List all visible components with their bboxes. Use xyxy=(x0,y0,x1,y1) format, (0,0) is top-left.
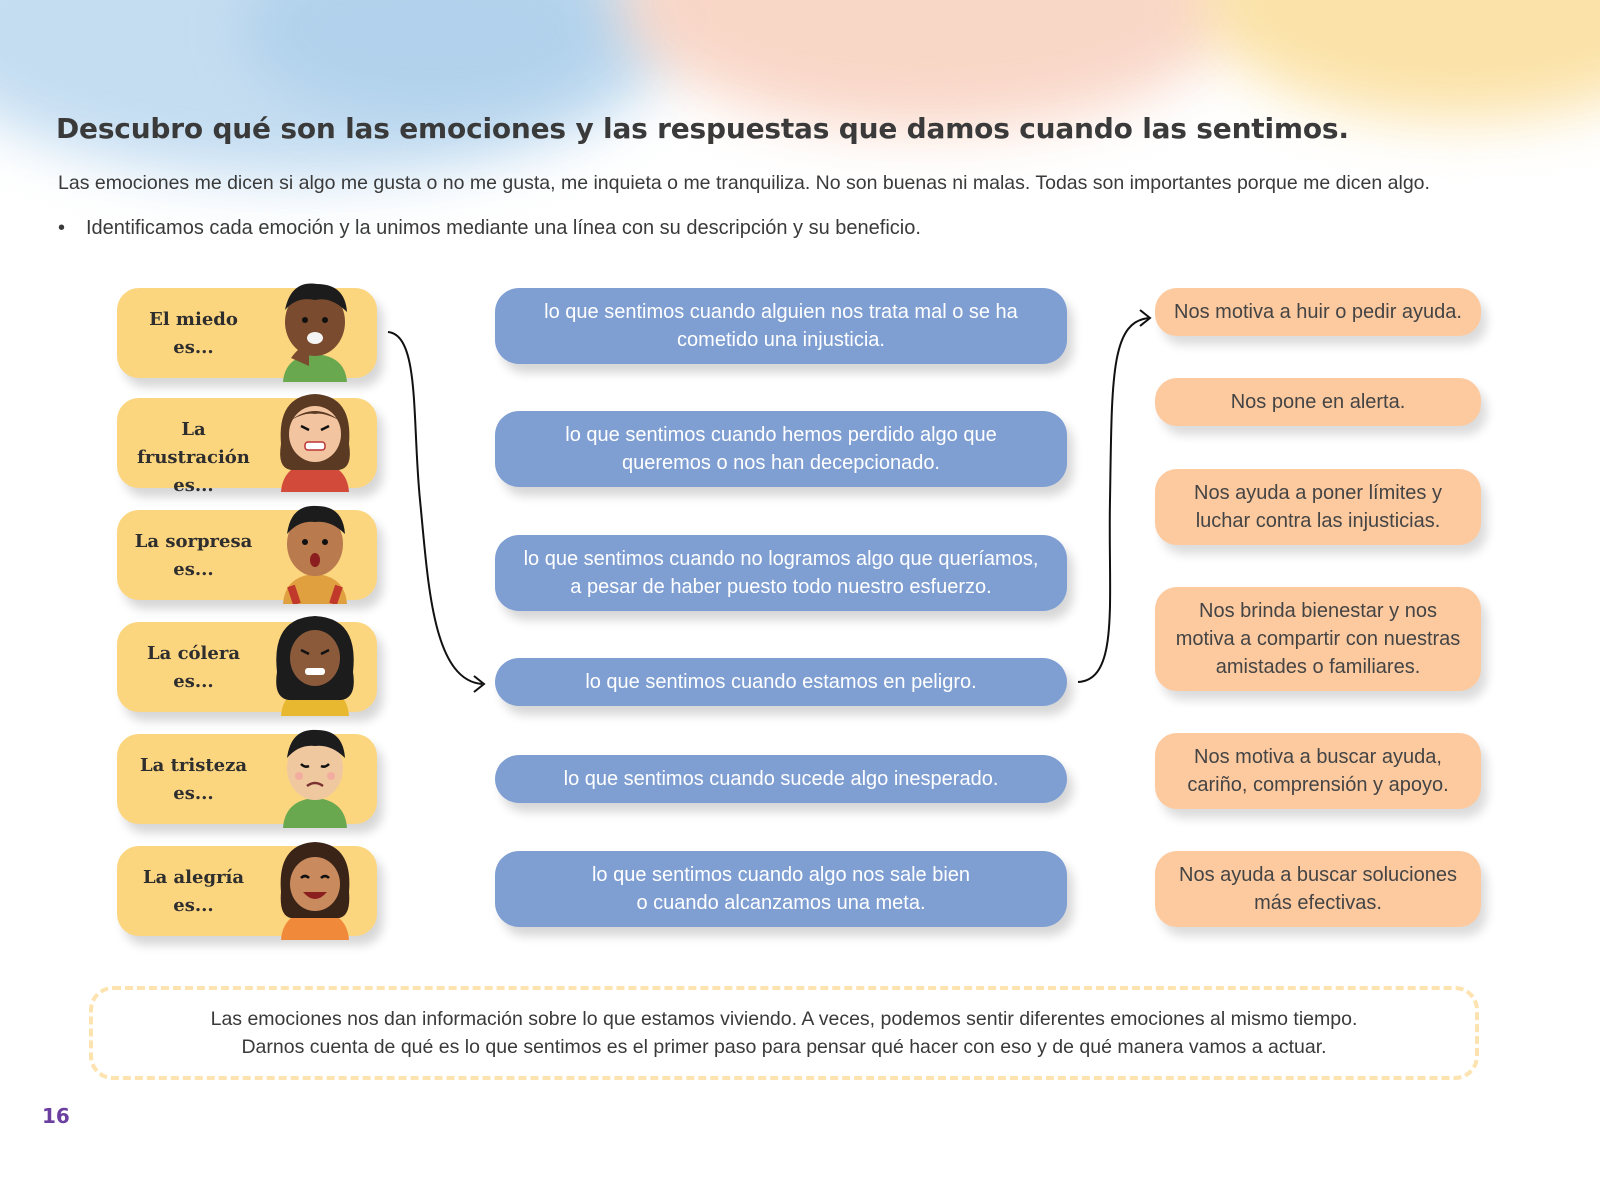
emotion-label: La tristeza es... xyxy=(139,755,247,804)
connector-arrowhead-right xyxy=(1140,310,1150,326)
girl-angry-face-icon xyxy=(261,608,369,716)
emotion-card-alegria[interactable] xyxy=(117,846,377,936)
girl-happy-face-icon xyxy=(261,832,369,940)
boy-scared-face-icon xyxy=(261,274,369,382)
emotion-label: La frustración es... xyxy=(137,419,250,496)
note-line: Darnos cuenta de qué es lo que sentimos es el primer paso para pensar qué hacer con eso y de qué manera vamos a actuar. xyxy=(241,1036,1327,1058)
watercolor-peach-wash xyxy=(620,0,1240,130)
benefit-line: cariño, comprensión y apoyo. xyxy=(1187,774,1449,796)
description-card-2[interactable] xyxy=(495,411,1067,487)
connector-peligro-to-huir xyxy=(1078,318,1150,682)
benefit-line: Nos ayuda a poner límites y xyxy=(1194,482,1442,504)
benefit-line: Nos motiva a buscar ayuda, xyxy=(1194,746,1442,768)
description-card-5[interactable] xyxy=(495,755,1067,803)
description-card-3[interactable] xyxy=(495,535,1067,611)
description-card-6[interactable] xyxy=(495,851,1067,927)
boy-surprised-face-icon xyxy=(261,496,369,604)
emotion-card-colera[interactable] xyxy=(117,622,377,712)
benefit-line: Nos motiva a huir o pedir ayuda. xyxy=(1174,301,1462,323)
emotion-label: La sorpresa es... xyxy=(134,531,253,580)
benefit-card-4[interactable] xyxy=(1155,587,1481,691)
description-card-4[interactable] xyxy=(495,658,1067,706)
bullet-dot: • xyxy=(58,217,66,239)
page-number: 16 xyxy=(42,1104,70,1128)
emotion-card-miedo[interactable] xyxy=(117,288,377,378)
benefit-line: más efectivas. xyxy=(1254,892,1382,914)
description-line: lo que sentimos cuando no logramos algo que queríamos, xyxy=(523,548,1039,570)
instruction-bullet xyxy=(58,217,921,240)
emotion-card-frustracion[interactable] xyxy=(117,398,377,496)
note-line: Las emociones nos dan información sobre lo que estamos viviendo. A veces, podemos sentir diferentes emociones al mismo tiempo. xyxy=(210,1008,1358,1030)
emotion-card-sorpresa[interactable] xyxy=(117,510,377,600)
benefit-line: luchar contra las injusticias. xyxy=(1195,510,1441,532)
benefit-line: amistades o familiares. xyxy=(1215,656,1421,678)
emotion-card-tristeza[interactable] xyxy=(117,734,377,824)
description-line: lo que sentimos cuando alguien nos trata mal o se ha xyxy=(544,301,1018,323)
description-line: lo que sentimos cuando estamos en peligro. xyxy=(585,671,977,693)
benefit-card-2[interactable] xyxy=(1155,378,1481,426)
benefit-card-5[interactable] xyxy=(1155,733,1481,809)
description-line: o cuando alcanzamos una meta. xyxy=(636,892,926,914)
benefit-card-3[interactable] xyxy=(1155,469,1481,545)
page-title: Descubro qué son las emociones y las respuestas que damos cuando las sentimos. xyxy=(56,112,1349,145)
description-line: a pesar de haber puesto todo nuestro esfuerzo. xyxy=(570,576,992,598)
boy-sad-face-icon xyxy=(261,720,369,828)
description-line: lo que sentimos cuando sucede algo inesperado. xyxy=(563,768,999,790)
description-line: lo que sentimos cuando hemos perdido algo que xyxy=(565,424,997,446)
description-line: lo que sentimos cuando algo nos sale bien xyxy=(591,864,971,886)
benefit-card-1[interactable] xyxy=(1155,288,1481,336)
emotion-label: La alegría es... xyxy=(142,867,245,916)
description-card-1[interactable] xyxy=(495,288,1067,364)
summary-note-box xyxy=(89,986,1479,1080)
connector-arrowhead-left xyxy=(474,676,484,692)
benefit-line: Nos brinda bienestar y nos xyxy=(1199,600,1437,622)
watercolor-yellow-wash xyxy=(1200,0,1600,120)
intro-text: Las emociones me dicen si algo me gusta o no me gusta, me inquieta o me tranquiliza. No son buenas ni malas. Todas son importantes porque me dicen algo. xyxy=(58,172,1430,194)
benefit-line: Nos pone en alerta. xyxy=(1230,391,1406,413)
description-line: queremos o nos han decepcionado. xyxy=(621,452,940,474)
benefit-card-6[interactable] xyxy=(1155,851,1481,927)
girl-frustrated-face-icon xyxy=(261,384,369,492)
connector-miedo-to-peligro xyxy=(388,332,482,684)
description-line: cometido una injusticia. xyxy=(677,329,885,351)
emotion-label: El miedo es... xyxy=(149,309,238,358)
instruction-text: Identificamos cada emoción y la unimos mediante una línea con su descripción y su beneficio. xyxy=(86,217,921,239)
benefit-line: Nos ayuda a buscar soluciones xyxy=(1179,864,1457,886)
benefit-line: motiva a compartir con nuestras xyxy=(1175,628,1461,650)
emotion-label: La cólera es... xyxy=(147,643,240,692)
